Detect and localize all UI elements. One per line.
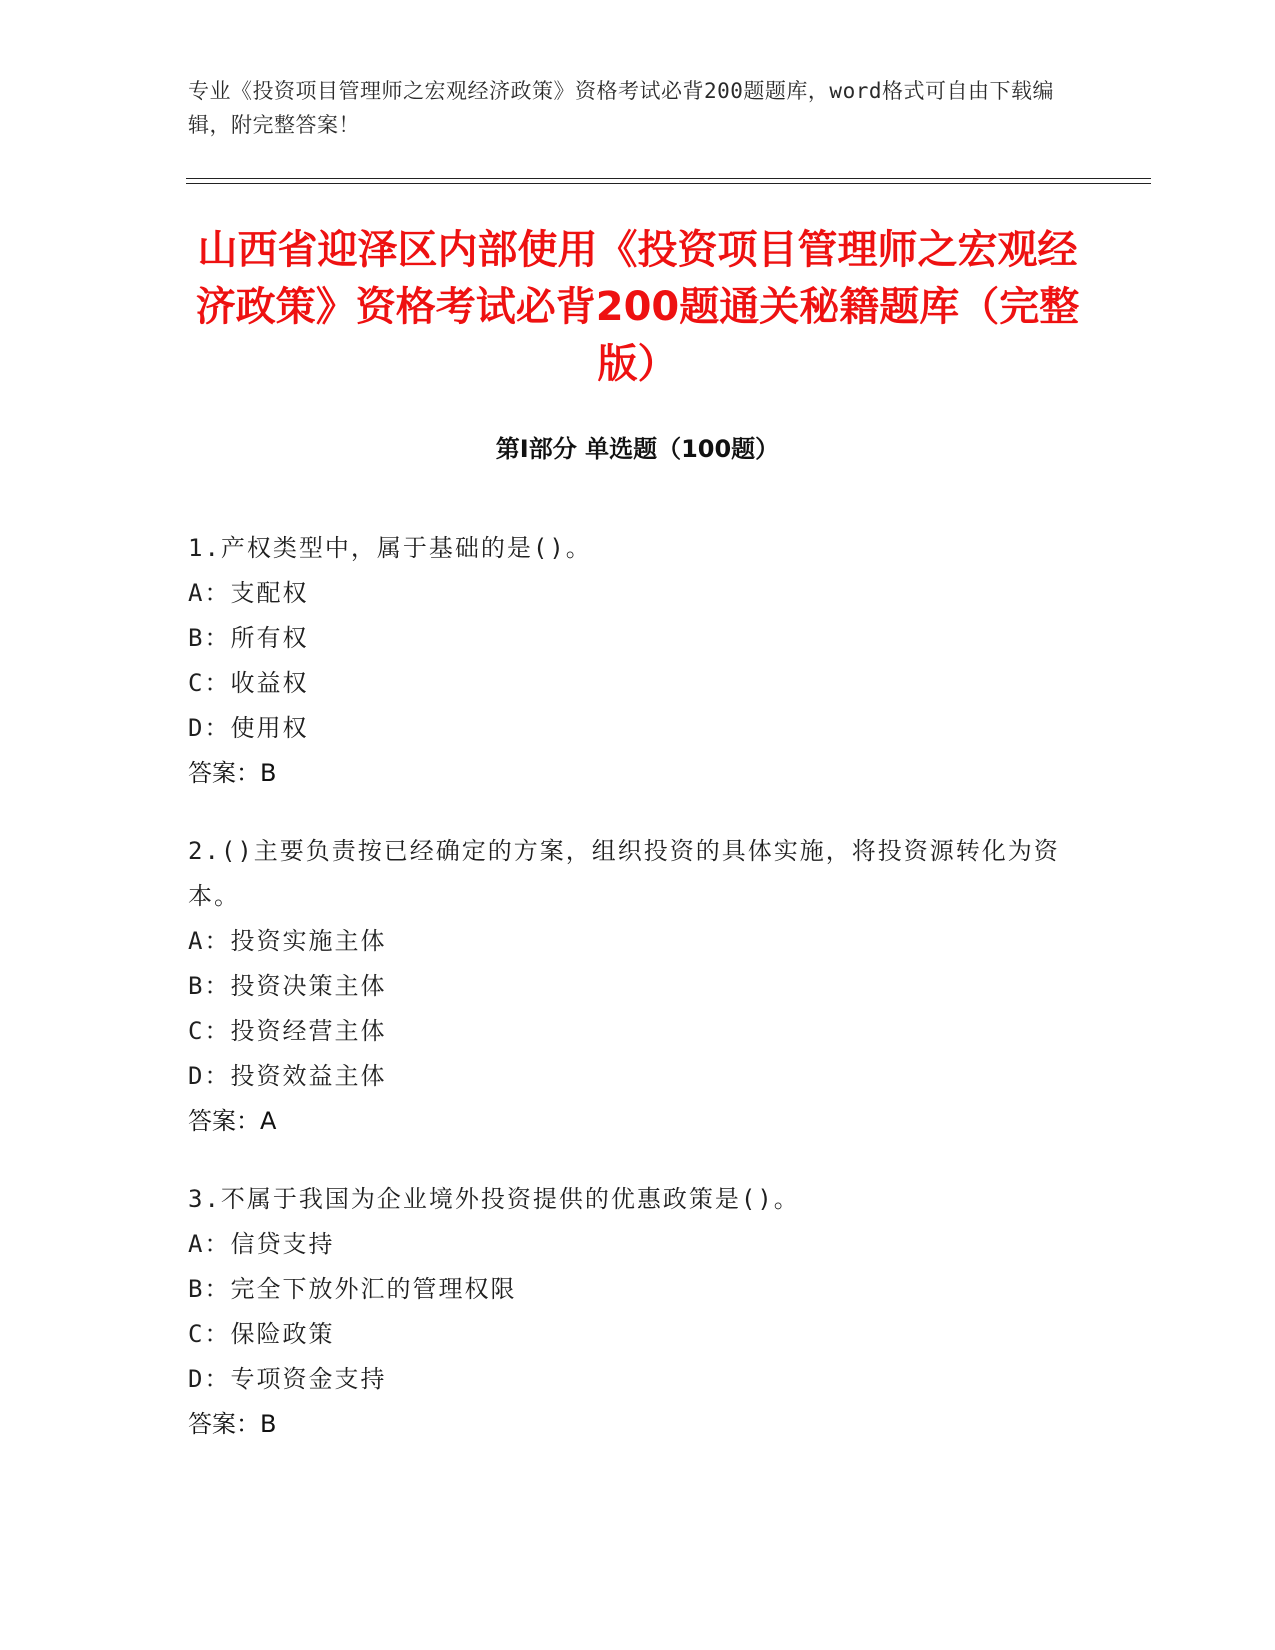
option-c: C：保险政策 xyxy=(188,1320,335,1348)
question-item xyxy=(188,829,1068,1144)
option-b: B：所有权 xyxy=(188,624,309,652)
question-list xyxy=(188,526,1068,1480)
option-d: D：专项资金支持 xyxy=(188,1365,387,1393)
question-item xyxy=(188,526,1068,796)
question-stem: 3.不属于我国为企业境外投资提供的优惠政策是()。 xyxy=(188,1185,800,1213)
document-title: 山西省迎泽区内部使用《投资项目管理师之宏观经济政策》资格考试必背200题通关秘籍题库（完整版） xyxy=(195,227,1080,387)
option-d: D：投资效益主体 xyxy=(188,1062,387,1090)
section-heading: 第Ⅰ部分 单选题（100题） xyxy=(495,435,780,463)
header-divider-top xyxy=(186,178,1151,179)
option-b: B：投资决策主体 xyxy=(188,972,387,1000)
question-answer: 答案：B xyxy=(188,759,277,787)
question-item xyxy=(188,1177,1068,1447)
option-c: C：投资经营主体 xyxy=(188,1017,387,1045)
intro-text: 专业《投资项目管理师之宏观经济政策》资格考试必背200题题库，word格式可自由下载编辑，附完整答案！ xyxy=(188,79,1054,137)
question-answer: 答案：A xyxy=(188,1107,277,1135)
option-d: D：使用权 xyxy=(188,714,309,742)
question-stem: 2.()主要负责按已经确定的方案，组织投资的具体实施，将投资源转化为资本。 xyxy=(188,837,1060,910)
header-divider-bottom xyxy=(186,183,1151,184)
option-a: A：投资实施主体 xyxy=(188,927,387,955)
option-a: A：信贷支持 xyxy=(188,1230,335,1258)
option-b: B：完全下放外汇的管理权限 xyxy=(188,1275,517,1303)
option-c: C：收益权 xyxy=(188,669,309,697)
question-stem: 1.产权类型中，属于基础的是()。 xyxy=(188,534,592,562)
option-a: A：支配权 xyxy=(188,579,309,607)
question-answer: 答案：B xyxy=(188,1410,277,1438)
